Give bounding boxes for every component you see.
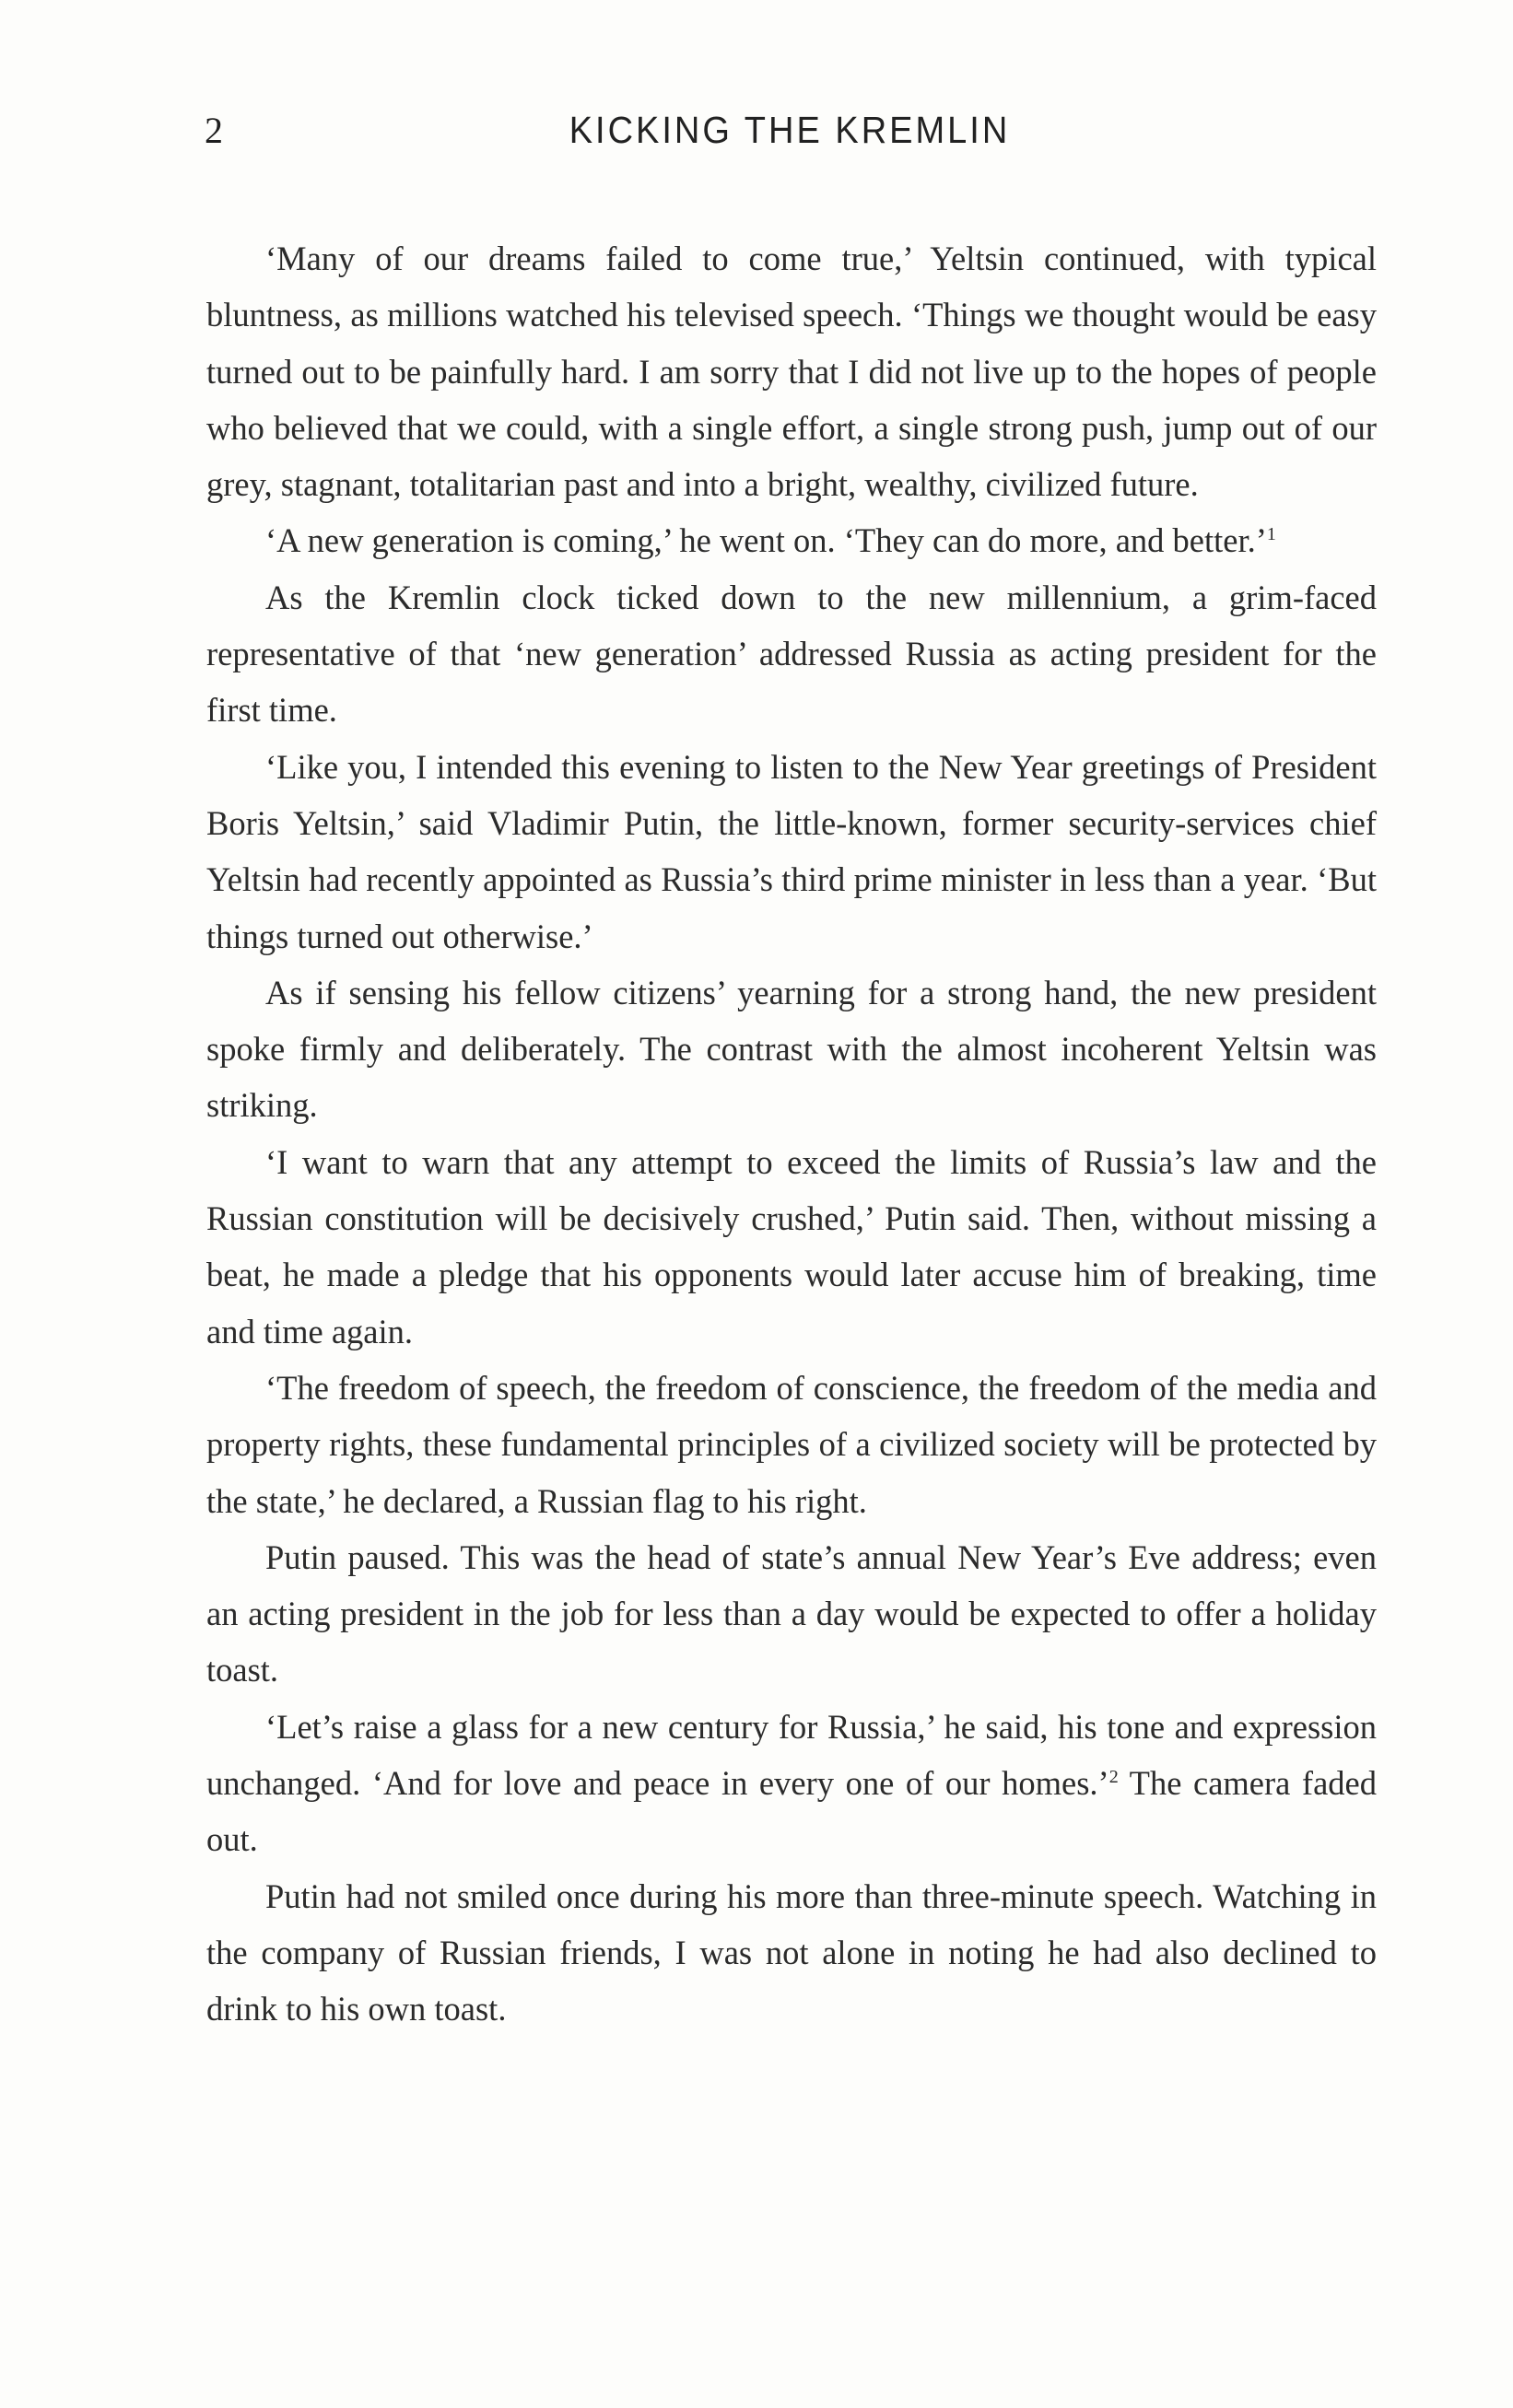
running-head: [205, 103, 1375, 158]
body-text: [206, 230, 1377, 2038]
paragraph: ‘I want to warn that any attempt to exceed the limits of Russia’s law and the Russian constitution will be decisively crushed,’ Putin said. Then, without missing a beat, he made a pledge that his opponents would later accuse him of breaking, time and time again.: [206, 1142, 1377, 1350]
paragraph: ‘A new generation is coming,’ he went on. ‘They can do more, and better.’$^1$: [265, 521, 1276, 560]
paragraph: ‘Like you, I intended this evening to listen to the New Year greetings of President Boris Yeltsin,’ said Vladimir Putin, the little-known, former security-services chief Yeltsin had recently appointed as Russia’s third prime minister in less than a year. ‘But things turned out otherwise.’: [206, 747, 1377, 955]
paragraph: ‘Many of our dreams failed to come true,’ Yeltsin continued, with typical bluntness, as millions watched his televised speech. ‘Things we thought would be easy turned out to be painfully hard. I am sorry that I did not live up to the hopes of people who believed that we could, with a single effort, a single strong push, jump out of our grey, stagnant, totalitarian past and into a bright, wealthy, civilized future.: [206, 240, 1377, 504]
paragraph: ‘Let’s raise a glass for a new century for Russia,’ he said, his tone and expression unchanged. ‘And for love and peace in every one of our homes.’$^2$ The camera faded out.: [206, 1707, 1377, 1859]
running-title: KICKING THE KREMLIN: [569, 110, 1011, 152]
paragraph: As the Kremlin clock ticked down to the new millennium, a grim-faced representative of that ‘new generation’ addressed Russia as acting president for the first time.: [206, 578, 1377, 730]
paragraph: Putin paused. This was the head of state’s annual New Year’s Eve address; even an acting president in the job for less than a day would be expected to offer a holiday toast.: [206, 1537, 1377, 1689]
paragraph: As if sensing his fellow citizens’ yearning for a strong hand, the new president spoke firmly and deliberately. The contrast with the almost incoherent Yeltsin was striking.: [206, 973, 1377, 1125]
paragraph: Putin had not smiled once during his more than three-minute speech. Watching in the company of Russian friends, I was not alone in noting he had also declined to drink to his own toast.: [206, 1876, 1377, 2028]
footnote-marker: 2: [1108, 1766, 1119, 1787]
footnote-marker: 1: [1266, 524, 1276, 545]
paragraph: ‘The freedom of speech, the freedom of conscience, the freedom of the media and property rights, these fundamental principles of a civilized society will be protected by the state,’ he declared, a Russian flag to his right.: [206, 1368, 1377, 1520]
page-number: 2: [205, 110, 223, 151]
